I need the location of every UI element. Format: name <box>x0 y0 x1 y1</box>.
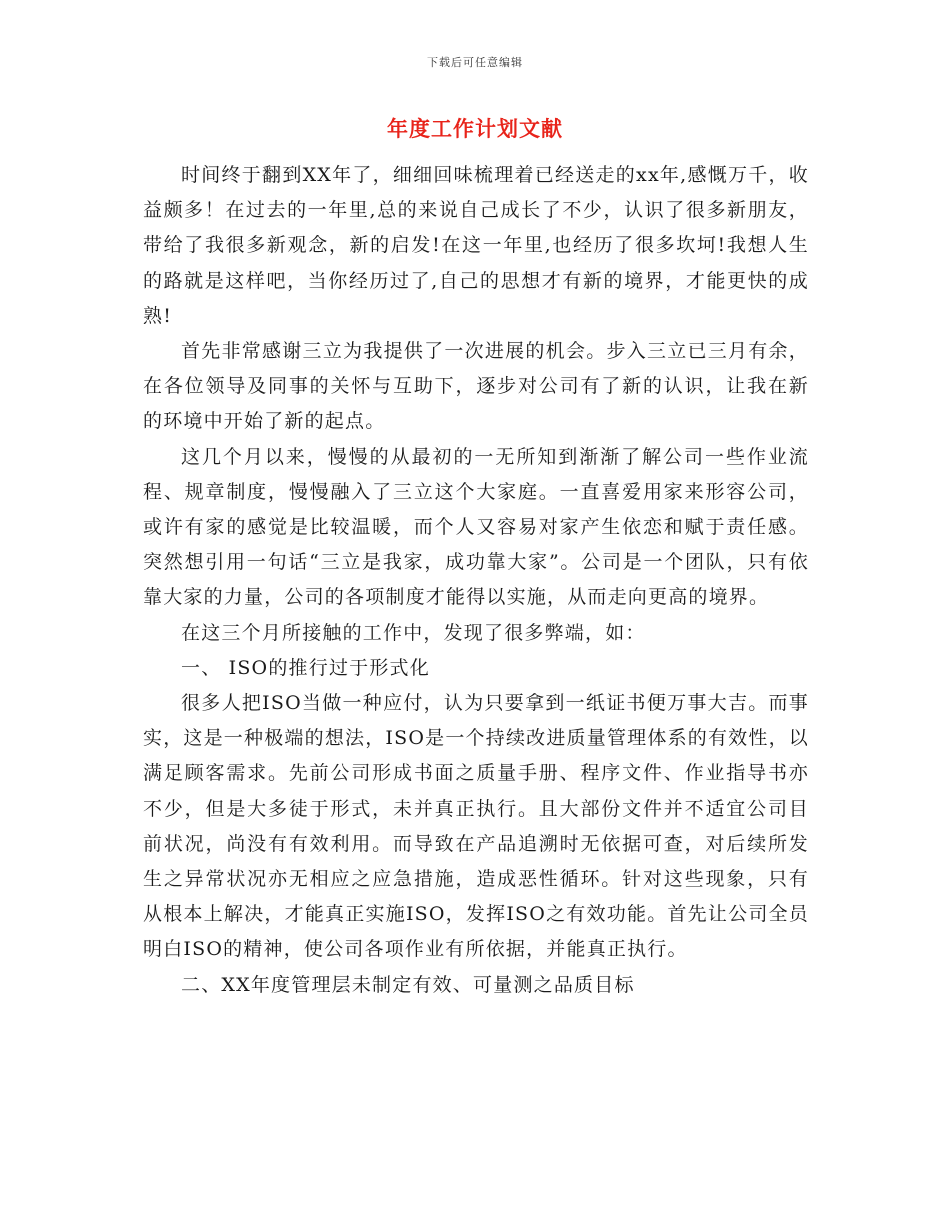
paragraph-iso: 很多人把ISO当做一种应付，认为只要拿到一纸证书便万事大吉。而事实，这是一种极端的想法，ISO是一个持续改进质量管理体系的有效性，以满足顾客需求。先前公司形成书面之质量手册、程序文件、作业指导书亦不少，但是大多徒于形式，未并真正执行。且大部份文件并不适宜公司目前状况，尚没有有效利用。而导致在产品追溯时无依据可查，对后续所发生之异常状况亦无相应之应急措施，造成恶性循环。针对这些现象，只有从根本上解决，才能真正实施ISO，发挥ISO之有效功能。首先让公司全员明白ISO的精神，使公司各项作业有所依据，并能真正执行。 <box>143 692 809 961</box>
document-title: 年度工作计划文献 <box>387 117 563 141</box>
header-note: 下载后可任意编辑 <box>427 56 523 69</box>
paragraph-experience: 这几个月以来，慢慢的从最初的一无所知到渐渐了解公司一些作业流程、规章制度，慢慢融入了三立这个大家庭。一直喜爱用家来形容公司，或许有家的感觉是比较温暖，而个人又容易对家产生依恋和赋于责任感。突然想引用一句话“三立是我家，成功靠大家”。公司是一个团队，只有依靠大家的力量，公司的各项制度才能得以实施，从而走向更高的境界。 <box>143 445 809 609</box>
section-heading-2: 二、XX年度管理层未制定有效、可量测之品质目标 <box>181 973 635 996</box>
paragraph-intro: 时间终于翻到XX年了，细细回味梳理着已经送走的xx年,感慨万千，收益颇多！在过去的一年里,总的来说自己成长了不少，认识了很多新朋友，带给了我很多新观念，新的启发!在这一年里,也经历了很多坎坷!我想人生的路就是这样吧，当你经历过了,自己的思想才有新的境界，才能更快的成熟! <box>143 164 809 327</box>
paragraph-issues-intro: 在这三个月所接触的工作中，发现了很多弊端，如： <box>181 621 646 644</box>
section-heading-1: 一、 ISO的推行过于形式化 <box>181 656 430 679</box>
paragraph-thanks: 首先非常感谢三立为我提供了一次进展的机会。步入三立已三月有余，在各位领导及同事的关怀与互助下，逐步对公司有了新的认识，让我在新的环境中开始了新的起点。 <box>143 340 809 433</box>
document-body <box>143 158 809 1003</box>
